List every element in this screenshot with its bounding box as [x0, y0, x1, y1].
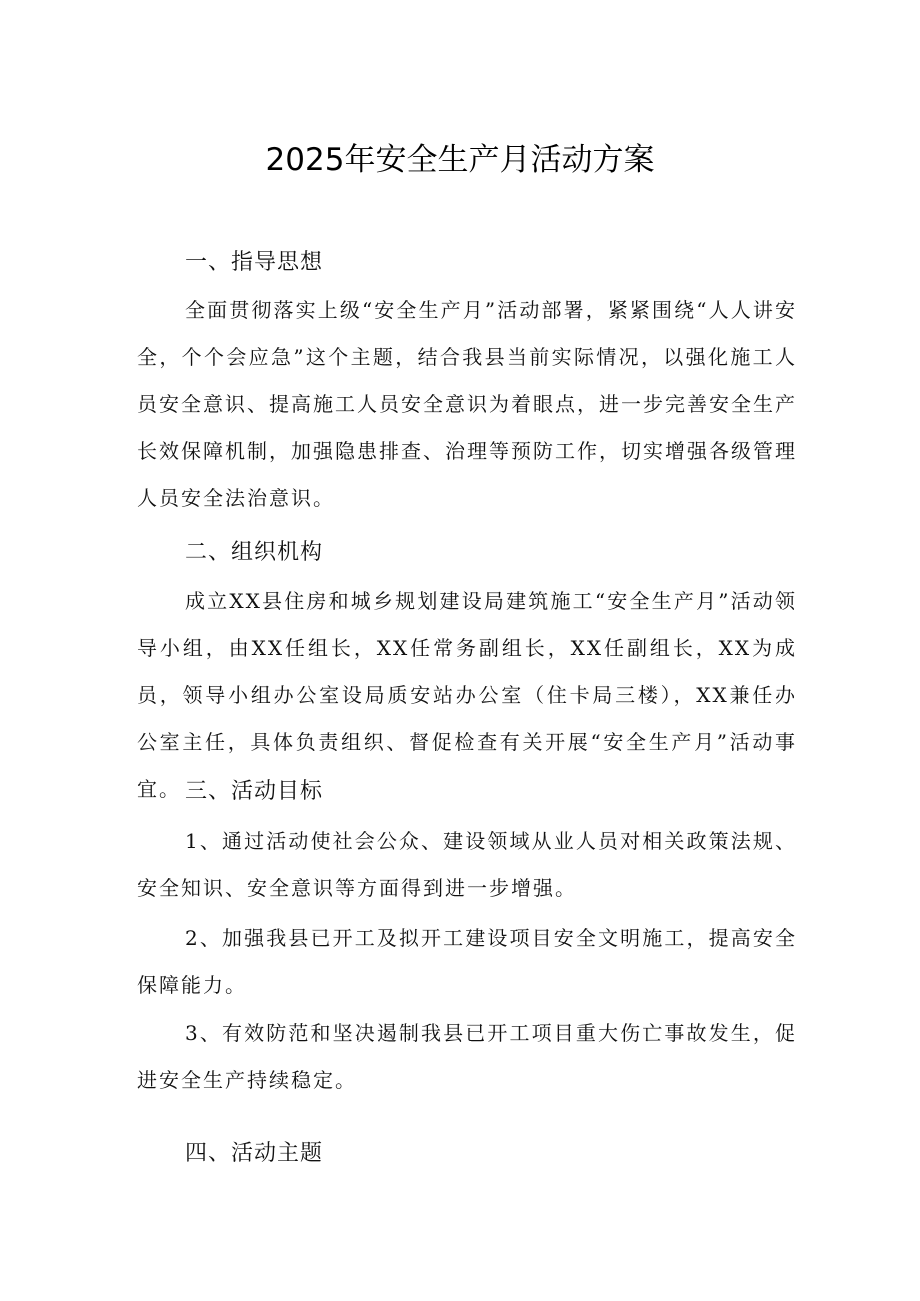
section-heading-activity-theme: 四、活动主题	[185, 1141, 324, 1166]
goal-item-1: 1、通过活动使社会公众、建设领域从业人员对相关政策法规、安全知识、安全意识等方面得到进一步增强。	[137, 829, 797, 900]
section-paragraph: 成立XX县住房和城乡规划建设局建筑施工“安全生产月”活动领导小组，由XX任组长，XX任常务副组长，XX任副组长，XX为成员，领导小组办公室设局质安站办公室（住卡局三楼），XX兼任办公室主任，具体负责组织、督促检查有关开展“安全生产月”活动事宜。	[137, 589, 797, 801]
document-title: 2025年安全生产月活动方案	[265, 142, 655, 178]
goal-item-2: 2、加强我县已开工及拟开工建设项目安全文明施工，提高安全保障能力。	[137, 926, 797, 997]
section-heading-activity-goals: 三、活动目标	[185, 779, 324, 804]
section-heading-organization: 二、组织机构	[185, 540, 324, 565]
goal-item-3: 3、有效防范和坚决遏制我县已开工项目重大伤亡事故发生，促进安全生产持续稳定。	[137, 1021, 797, 1092]
section-paragraph: 全面贯彻落实上级“安全生产月”活动部署，紧紧围绕“人人讲安全，个个会应急”这个主题，结合我县当前实际情况，以强化施工人员安全意识、提高施工人员安全意识为着眼点，进一步完善安全生产长效保障机制，加强隐患排查、治理等预防工作，切实增强各级管理人员安全法治意识。	[137, 298, 797, 510]
section-heading-guiding-ideology: 一、指导思想	[185, 250, 324, 275]
